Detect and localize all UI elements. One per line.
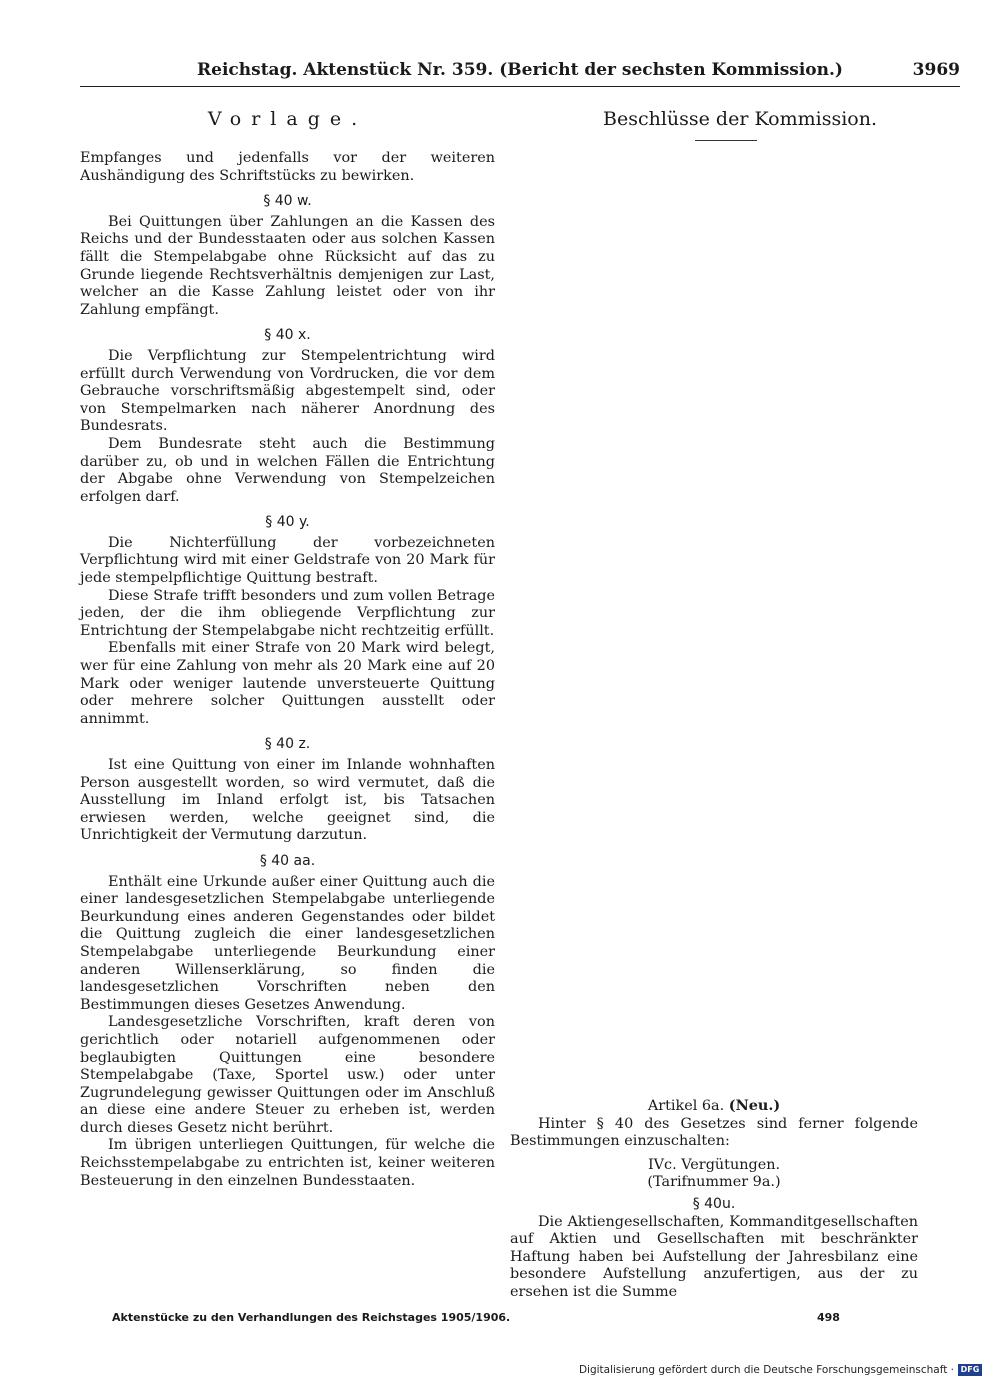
paragraph: Im übrigen unterliegen Quittungen, für welche die Reichsstempelabgabe zu entrichten ist, keiner weiteren Besteuerung in den einzelnen Bundesstaaten. <box>80 1137 495 1189</box>
section-heading: § 40u. <box>692 1195 736 1212</box>
paragraph: Enthält eine Urkunde außer einer Quittung auch die einer landesgesetzlichen Stempelabgabe unterliegende Beurkundung eines anderen Gegenstandes oder bildet die Quittung zugleich die einer landesgesetzlichen Stempelabgabe unterliegende Beurkundung einer anderen Willenserklärung, so finden die landesgesetzlichen Vorschriften neben den Bestimmungen dieses Gesetzes Anwendung. <box>80 873 495 1013</box>
left-column-heading: Vorlage. <box>207 108 368 130</box>
section-body: Die Aktiengesellschaften, Kommanditgesellschaften auf Aktien und Gesellschaften mit beschränkter Haftung haben bei Aufstellung der Jahresbilanz eine besondere Aufstellung anzufertigen, aus der zu ersehen ist die Summe <box>510 1213 918 1300</box>
running-title: Reichstag. Aktenstück Nr. 359. (Bericht der sechsten Kommission.) <box>197 60 843 80</box>
article-heading <box>510 1097 918 1116</box>
right-column-heading: Beschlüsse der Kommission. <box>603 108 877 130</box>
dfg-logo-icon: DFG <box>958 1364 982 1376</box>
section-heading: § 40 z. <box>264 736 311 753</box>
paragraph: Bei Quittungen über Zahlungen an die Kassen des Reichs und der Bundesstaaten oder aus solchen Kassen fällt die Stempelabgabe ohne Rücksicht auf das zu Grunde liegende Rechtsverhältnis demjenigen zur Last, welcher an die Kasse Zahlung leistet oder von ihr Zahlung empfängt. <box>80 213 495 318</box>
section-heading: § 40 y. <box>265 514 310 531</box>
footer-source: Aktenstücke zu den Verhandlungen des Reichstages 1905/1906. <box>112 1311 511 1324</box>
section-heading: § 40 aa. <box>259 852 316 869</box>
section-heading: § 40 x. <box>264 327 311 344</box>
left-column <box>80 150 495 1190</box>
page-header <box>150 60 960 88</box>
heading-rule <box>695 140 757 141</box>
header-rule <box>80 86 960 87</box>
paragraph: Diese Strafe trifft besonders und zum vollen Betrage jeden, der die ihm obliegende Verpflichtung zur Entrichtung der Stempelabgabe nicht rechtzeitig erfüllt. <box>80 587 495 639</box>
paragraph: Dem Bundesrate steht auch die Bestimmung darüber zu, ob und in welchen Fällen die Entrichtung der Abgabe ohne Verwendung von Stempelzeichen erfolgen darf. <box>80 435 495 505</box>
paragraph: Die Nichterfüllung der vorbezeichneten Verpflichtung wird mit einer Geldstrafe von 20 Mark für jede stempelpflichtige Quittung bestraft. <box>80 534 495 587</box>
paragraph: Ebenfalls mit einer Strafe von 20 Mark wird belegt, wer für eine Zahlung von mehr als 20 Mark eine auf 20 Mark oder weniger lautende unversteuerte Quittung oder mehrere solcher Quittungen ausstellt oder annimmt. <box>80 640 495 727</box>
paragraph: Landesgesetzliche Vorschriften, kraft deren von gerichtlich oder notariell aufgenommenen oder beglaubigten Quittungen eine besondere Stempelabgabe (Taxe, Sportel usw.) oder unter Zugrundelegung gewisser Quittungen oder im Anschluß an diese eine andere Steuer zu erheben ist, werden durch dieses Gesetz nicht berührt. <box>80 1014 495 1136</box>
article-intro: Hinter § 40 des Gesetzes sind ferner folgende Bestimmungen einzuschalten: <box>510 1115 918 1150</box>
footer-number: 498 <box>817 1311 840 1324</box>
paragraph: Die Verpflichtung zur Stempelentrichtung wird erfüllt durch Verwendung von Vordrucken, die vor dem Gebrauche vorschriftsmäßig abgestempelt sind, oder von Stempelmarken nach näherer Anordnung des Bundesrats. <box>80 347 495 435</box>
tariff-number: (Tarifnummer 9a.) <box>647 1174 781 1191</box>
subheading: IVc. Vergütungen. <box>647 1156 781 1173</box>
page-number: 3969 <box>912 60 960 80</box>
article-title: Artikel 6a. <box>647 1098 725 1114</box>
paragraph: Empfanges und jedenfalls vor der weiteren Aushändigung des Schriftstücks zu bewirken. <box>80 150 495 184</box>
article-note: (Neu.) <box>728 1097 781 1114</box>
right-column <box>510 1097 918 1302</box>
digitization-credit <box>579 1363 982 1377</box>
paragraph: Ist eine Quittung von einer im Inlande wohnhaften Person ausgestellt worden, so wird vermutet, daß die Ausstellung im Inland erfolgt ist, bis Tatsachen erwiesen werden, welche geeignet sind, die Unrichtigkeit der Vermutung darzutun. <box>80 757 495 844</box>
page-footer <box>112 1311 852 1331</box>
section-heading: § 40 w. <box>263 193 312 210</box>
credit-text: Digitalisierung gefördert durch die Deutsche Forschungsgemeinschaft · <box>578 1364 954 1376</box>
